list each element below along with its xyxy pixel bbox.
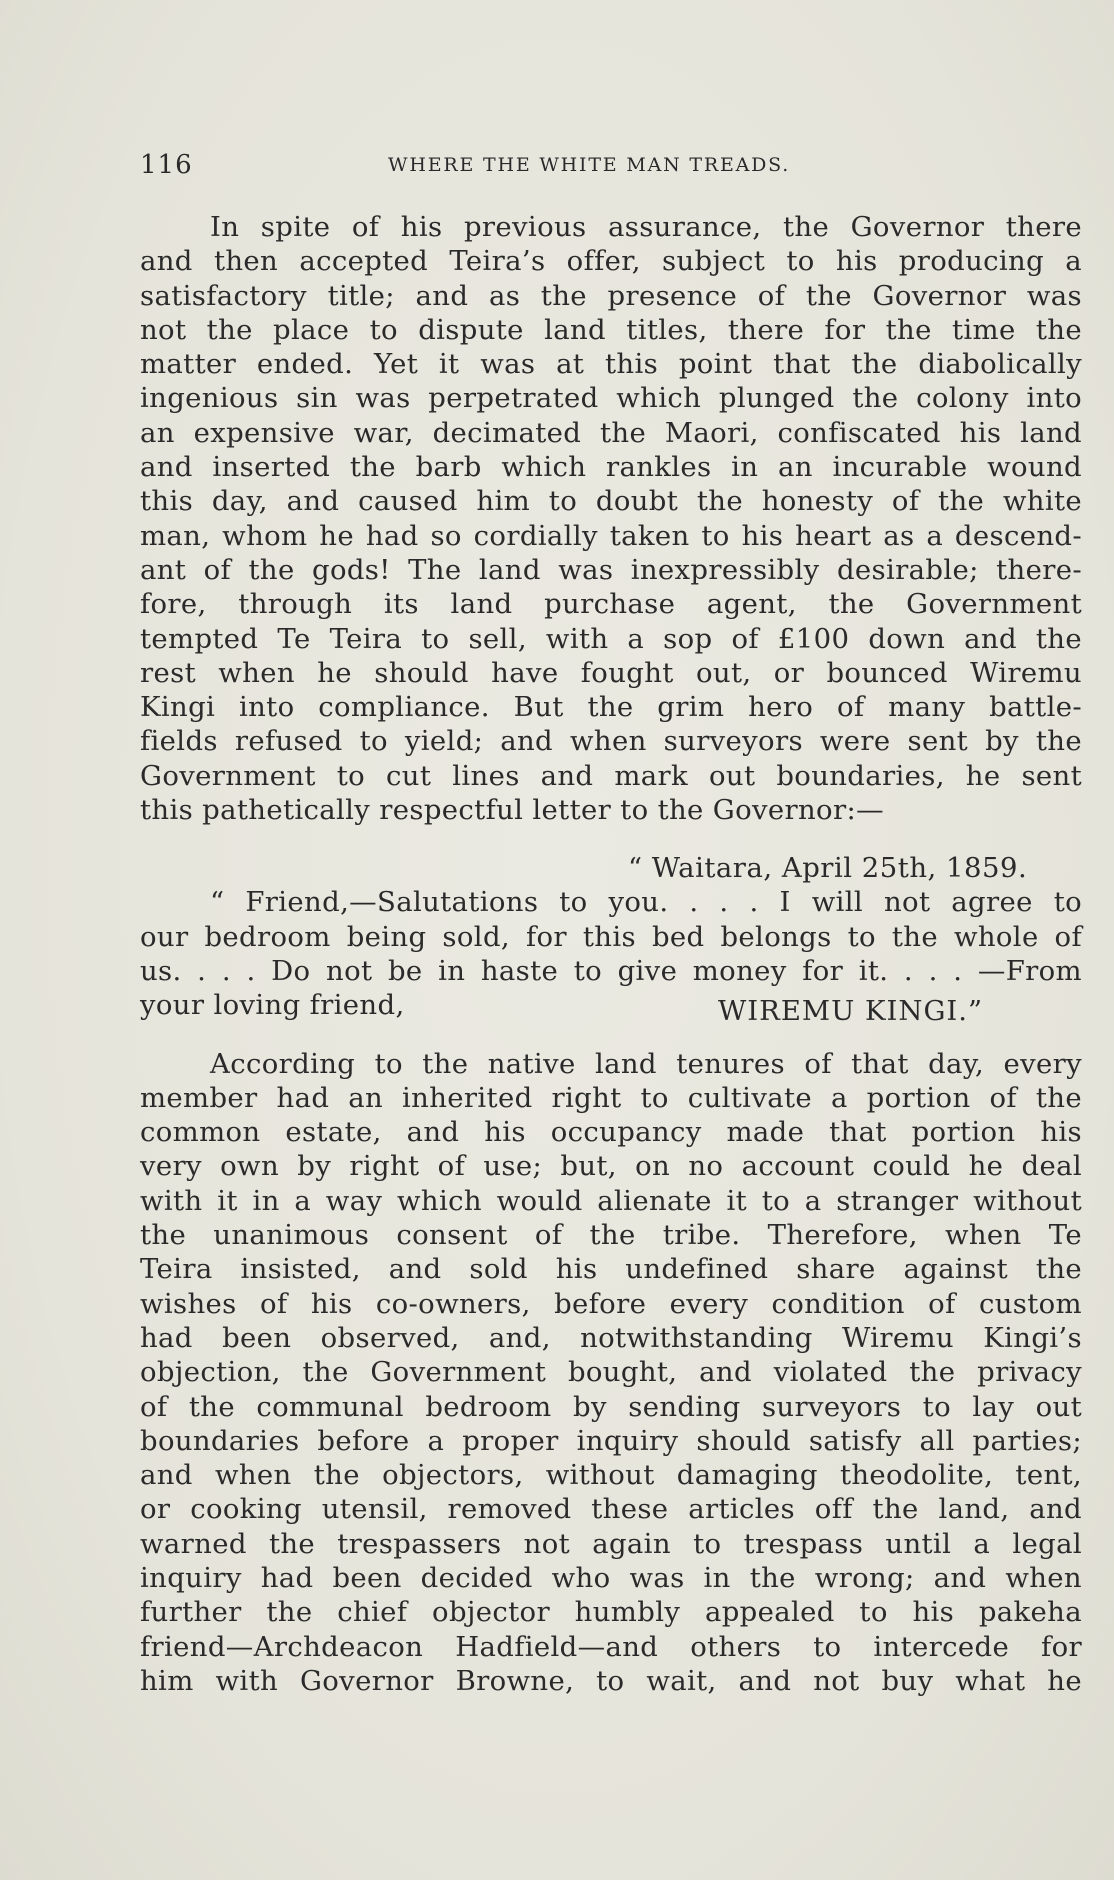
letter-closing: your loving friend, [140,989,405,1022]
text-line: According to the native land tenures of that day, every [210,1047,1082,1080]
text-line: ant of the gods! The land was inexpressibly desirable; there- [140,553,1082,586]
text-line: Teira insisted, and sold his undefined share against the [140,1253,1082,1286]
paragraph-1 [140,210,1082,827]
quoted-letter [140,851,1082,1028]
text-line: him with Governor Browne, to wait, and not buy what he [140,1664,1082,1697]
text-line: this day, and caused him to doubt the honesty of the white [140,485,1082,518]
text-line: and when the objectors, without damaging theodolite, tent, [140,1459,1082,1492]
spacer [140,827,1082,851]
letter-dateline: “ Waitara, April 25th, 1859. [628,852,1028,885]
running-head: WHERE THE WHITE MAN TREADS. [388,154,791,176]
text-line: In spite of his previous assurance, the Governor there [210,211,1082,243]
text-line: fore, through its land purchase agent, the Government [140,588,1082,621]
letter-closing-line [140,988,1082,1028]
text-line: of the communal bedroom by sending surveyors to lay out [140,1390,1082,1423]
text-line: member had an inherited right to cultivate a portion of the [140,1081,1082,1114]
text-line: or cooking utensil, removed these articles off the land, and [140,1493,1082,1526]
text-line: friend—Archdeacon Hadfield—and others to intercede for [140,1630,1082,1663]
text-line: further the chief objector humbly appealed to his pakeha [140,1596,1082,1629]
text-line: ingenious sin was perpetrated which plunged the colony into [140,382,1082,415]
page-number: 116 [140,150,193,180]
text-line: not the place to dispute land titles, there for the time the [140,313,1082,346]
text-line: with it in a way which would alienate it to a stranger without [140,1184,1082,1217]
text-line: had been observed, and, notwithstanding Wiremu Kingi’s [140,1321,1082,1354]
text-line: wishes of his co-owners, before every condition of custom [140,1287,1082,1320]
text-line: warned the trespassers not again to trespass until a legal [140,1527,1082,1560]
text-line: satisfactory title; and as the presence of the Governor was [140,279,1082,312]
paragraph-2 [140,1047,1082,1699]
text-line: and then accepted Teira’s offer, subject to his producing a [140,245,1082,278]
text-line: matter ended. Yet it was at this point that the diabolically [140,348,1082,381]
text-line: objection, the Government bought, and violated the privacy [140,1356,1082,1389]
text-line: an expensive war, decimated the Maori, confiscated his land [140,416,1082,449]
text-line: man, whom he had so cordially taken to his heart as a descend- [140,519,1082,552]
text-line: our bedroom being sold, for this bed belongs to the whole of [140,920,1082,953]
page-header [140,150,1082,186]
text-line: “ Friend,—Salutations to you. . . . I will not agree to [210,886,1082,919]
text-line: rest when he should have fought out, or bounced Wiremu [140,656,1082,689]
text-line: very own by right of use; but, on no account could he deal [140,1150,1082,1183]
text-line: fields refused to yield; and when surveyors were sent by the [140,725,1082,758]
text-line: tempted Te Teira to sell, with a sop of £100 down and the [140,622,1082,655]
text-line: the unanimous consent of the tribe. Therefore, when Te [140,1219,1082,1252]
letter-signature: WIREMU KINGI.” [718,995,984,1028]
body-text [140,210,1082,1698]
text-line: boundaries before a proper inquiry should satisfy all parties; [140,1424,1082,1457]
text-line: Government to cut lines and mark out boundaries, he sent [140,759,1082,792]
text-line: us. . . . Do not be in haste to give money for it. . . . —From [140,954,1082,987]
text-line: inquiry had been decided who was in the wrong; and when [140,1561,1082,1594]
text-line: Kingi into compliance. But the grim hero of many battle- [140,691,1082,724]
text-line: common estate, and his occupancy made that portion his [140,1116,1082,1149]
text-line: and inserted the barb which rankles in an incurable wound [140,451,1082,484]
text-line: this pathetically respectful letter to the Governor:— [140,794,884,827]
